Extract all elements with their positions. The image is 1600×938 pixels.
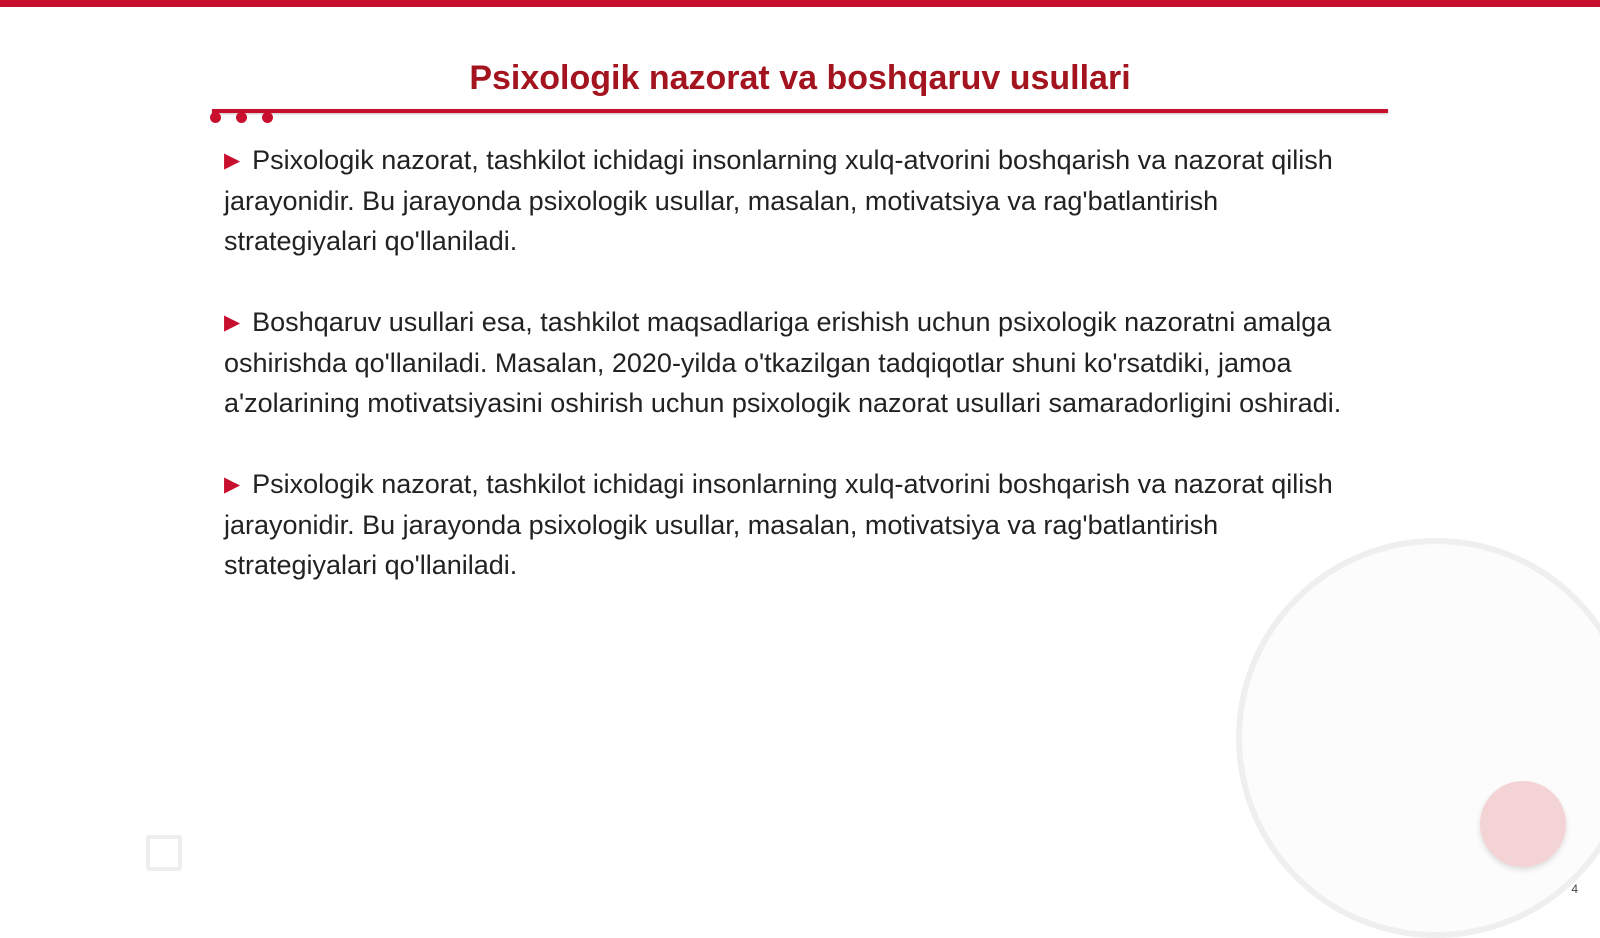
bullet-text: Boshqaruv usullari esa, tashkilot maqsadlariga erishish uchun psixologik nazoratni amalga oshirishda qo'llaniladi. Masalan, 2020-yilda o'tkazilgan tadqiqotlar shuni ko'rsatdiki, jamoa a'zolarining motivatsiyasini oshirish uchun psixologik nazorat usullari samaradorligini oshiradi. [224,307,1342,418]
bullet-text: Psixologik nazorat, tashkilot ichidagi insonlarning xulq-atvorini boshqarish va nazorat qilish jarayonidir. Bu jarayonda psixologik usullar, masalan, motivatsiya va rag'batlantirish strategiyalari qo'llaniladi. [224,145,1333,256]
decorative-circle [1480,781,1566,867]
slide-title: Psixologik nazorat va boshqaruv usullari [469,59,1131,97]
triangle-bullet-icon: ▶ [224,473,241,496]
bullet-list [224,140,1374,626]
bullet-item [224,140,1374,261]
underline-dot [210,112,221,123]
page-number: 4 [1571,882,1578,896]
triangle-bullet-icon: ▶ [224,311,241,334]
bullet-item [224,302,1374,423]
top-accent-bar [0,0,1600,7]
underline-dot [236,112,247,123]
triangle-bullet-icon: ▶ [224,149,241,172]
bullet-text: Psixologik nazorat, tashkilot ichidagi insonlarning xulq-atvorini boshqarish va nazorat qilish jarayonidir. Bu jarayonda psixologik usullar, masalan, motivatsiya va rag'batlantirish strategiyalari qo'llaniladi. [224,469,1333,580]
bullet-item [224,464,1374,585]
underline-dot [262,112,273,123]
decorative-square [146,835,182,871]
title-underline [212,109,1388,113]
